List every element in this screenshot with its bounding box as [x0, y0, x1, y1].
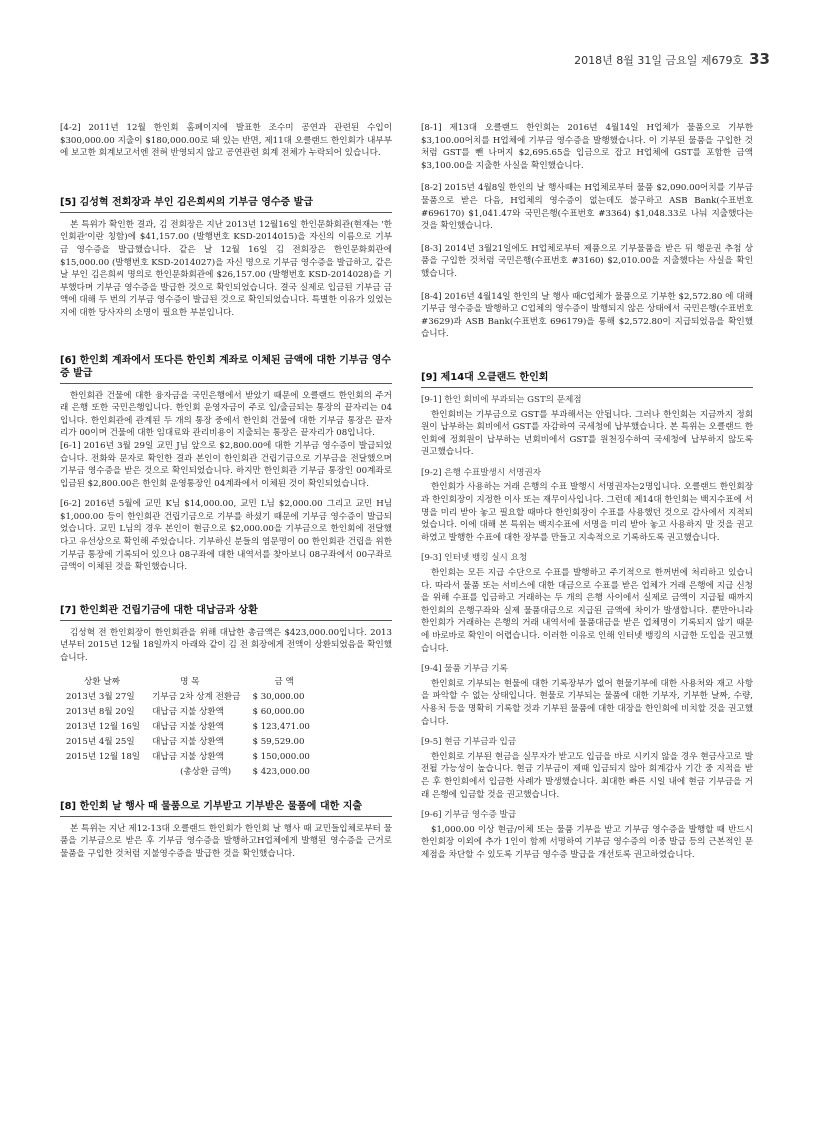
- section-5-body: 본 특위가 확인한 결과, 김 전회장은 지난 2013년 12월16일 한인문화회관(현재는 '한인회관'이란 칭함)에 $41,157.00 (발행번호 KSD-2014015)을 자신의 이름으로 기부금 영수증을 발급했습니다. 같은 날 12월 16일 김 전회장은 한인문화회관에 $15,000.00 (발행번호 KSD-2014027)을 자신 명으로 기부금 영수증을 발급하고, 같은 날 부인 김은희씨 명의로 한인문화회관에 $26,157.00 (발행번호 KSD-2014028)을 기부했다며 기부금 영수증을 발급한 것으로 확인되었습니다. 결국 실제로 입금된 기부금 금액에 대해 두 번의 기부금 영수증이 발급된 것으로 확인되었습니다. 특별한 이유가 있었는지에 대한 당사자의 소명이 필요한 부분입니다.: [60, 219, 392, 318]
- section-8-body: 본 특위는 지난 제12-13대 오클랜드 한인회가 한인회 날 행사 때 교민들입체로부터 물품을 기부금으로 받은 후 기부금 영수증을 발행하고H업체에게 발행된 영수증을 근거로 물품을 구입한 것처럼 지불영수증을 발급한 것을 확인했습니다.: [60, 823, 392, 859]
- paragraph-4-2: [4-2] 2011년 12월 한인회 홈페이지에 발표한 조수미 공연과 관련된 수입이 $300,000.00 지출이 $180,000.00로 돼 있는 반면, 제11대 오클랜드 한인회가 내부부에 보고한 회계보고서엔 전혀 반영되지 않고 공연관련 회계 전체가 누락되어 있습니다.: [60, 123, 392, 159]
- subsection-9-1-body: 한인회비는 기부금으로 GST를 부과해서는 안됩니다. 그러나 한인회는 지금까지 정회원이 납부하는 회비에서 GST를 자감하여 국세청에 납부했습니다. 본 특위는 오클랜드 한인회에 정회원이 납부하는 년회비에서 GST를 원천징수하여 국세청에 납부하지 않도록 권고했습니다.: [421, 409, 753, 458]
- table-cell-item: 기부금 2차 상계 전환금: [152, 691, 241, 702]
- page-number: 33: [749, 50, 770, 68]
- left-column: [60, 122, 392, 868]
- section-6-body: 한인회관 건물에 대한 융자금을 국민은행에서 받았기 때문에 오클랜드 한인회의 주거래 은행 또한 국민은행입니다. 한인회 운영자금이 주로 입/출금되는 통장의 끝자리는 04입니다. 한인회관에 관계된 두 개의 통장 중에서 한인회 건물에 대한 기부금 통장은 끝자리가 00이며 건물에 대한 임대료와 관리비용이 지출되는 통장은 끝자리가 08입니다.: [60, 390, 392, 439]
- table-cell-amount: $ 30,000.00: [252, 691, 305, 702]
- subsection-9-5-body: 한인회로 기부된 현금을 실무자가 받고도 입금을 바로 시키지 않을 경우 현금사고로 발전될 가능성이 높습니다. 현금 기부금이 제때 입금되지 않아 회계감사 기간 중 지적을 받은 후 한인회에서 입금한 사례가 발생했습니다. 최대한 빠른 시일 내에 현금 기부금을 거래 은행에 입금할 것을 권고했습니다.: [421, 751, 753, 800]
- table-cell-date: [60, 765, 146, 780]
- table-row: [60, 690, 316, 705]
- table-cell-item: 대납금 지불 상환액: [152, 751, 224, 762]
- subsection-9-1-title: [9-1] 한인 회비에 부과되는 GST의 문제점: [421, 394, 582, 405]
- table-header-row: [60, 675, 316, 690]
- header-date-issue: 2018년 8월 31일 금요일 제679호: [574, 54, 744, 67]
- table-cell-amount: $ 59,529.00: [252, 736, 305, 747]
- subsection-9-5-title: [9-5] 현금 기부금과 입금: [421, 737, 517, 748]
- table-header-date: 상환 날짜: [84, 676, 120, 687]
- subsection-9-2-body: 한인회가 사용하는 거래 은행의 수표 발행시 서명권자는2명입니다. 오클랜드 한인회장과 한인회장이 지정한 이사 또는 재무이사입니다. 그런데 제14대 한인회는 백지수표에 서명을 미리 받아 놓고 필요할 때마다 한인회장이 수표를 사용했던 것으로 감사에서 지적되었습니다. 이에 대해 본 특위는 백지수표에 서명을 미리 받아 놓고 사용하지 말 것을 권고하였고 발행한 수표에 대한 장부를 만들고 지속적으로 기록하도록 권고했습니다.: [421, 482, 753, 543]
- table-cell-total-amount: $ 423,000.00: [252, 766, 310, 777]
- table-cell-date: 2013년 3월 27일: [66, 691, 135, 702]
- section-8-title: [8] 한인회 날 행사 때 물품으로 기부받고 기부받은 물품에 대한 지출: [60, 800, 392, 817]
- table-cell-item: 대납금 지불 상환액: [152, 721, 224, 732]
- table-cell-amount: $ 150,000.00: [252, 751, 310, 762]
- subsection-9-4-body: 한인회로 기부되는 현물에 대한 기록장부가 없어 현물기부에 대한 사용처와 재고 사항을 파악할 수 없는 상태입니다. 현물로 기부되는 물품에 대한 기부자, 기부한 날짜, 수량, 사용처 등을 명확히 기록할 것과 기부된 물품에 대한 대장을 한인회에 비치할 것을 권고했습니다.: [421, 678, 753, 727]
- section-9-title: [9] 제14대 오클랜드 한인회: [421, 371, 753, 388]
- subsection-9-6-body: $1,000.00 이상 현금/이체 또는 물품 기부을 받고 기부금 영수증을 발행할 때 반드시 한인회장 이외에 추가 1인이 함께 서명하여 기부금 영수증의 이중 발급 등의 근본적인 문제점을 차단할 수 있도록 기부금 영수증 발급을 개선토록 권고하였습니다.: [421, 824, 753, 860]
- table-row: [60, 750, 316, 765]
- section-7-title: [7] 한인회관 건립기금에 대한 대납금과 상환: [60, 604, 392, 621]
- subsection-9-4-title: [9-4] 물품 기부금 기록: [421, 664, 508, 675]
- table-cell-amount: $ 60,000.00: [252, 706, 305, 717]
- table-total-row: [60, 765, 316, 780]
- table-cell-date: 2013년 8월 20일: [66, 706, 135, 717]
- paragraph-8-1: [8-1] 제13대 오클랜드 한인회는 2016년 4월14일 H업체가 물품으로 기부한 $3,100.00어치를 H업체에 기부금 영수증을 발행했습니다. 이 기부된 물품을 구입한 것처럼 GST를 뺀 나머지 $2,695.65을 입금으로 잡고 H업체에 GST를 포함한 금액 $3,100.00을 지출한 사실을 확인했습니다.: [421, 123, 753, 171]
- section-5-title: [5] 김성혁 전회장과 부인 김은희씨의 기부금 영수증 발급: [60, 196, 392, 213]
- table-row: [60, 705, 316, 720]
- table-row: [60, 735, 316, 750]
- paragraph-8-4: [8-4] 2016년 4월14일 한인의 날 행사 때C업체가 물품으로 기부한 $2,572.80 에 대해 기부금 영수증을 발행하고 C업체의 영수증이 발행되지 않은 상태에서 국민은행(수표번호 #3629)과 ASB Bank(수표번호 696179)을 통해 $2,572.80이 지급되었음을 확인했습니다.: [421, 291, 753, 340]
- subsection-9-2-title: [9-2] 은행 수표발생시 서명권자: [421, 467, 542, 478]
- subsection-9-3-title: [9-3] 인터넷 뱅킹 실시 요청: [421, 553, 528, 564]
- paragraph-8-2: [8-2] 2015년 4월8일 한인의 날 행사때는 H업체로부터 물품 $2,090.00어치를 기부금 물품으로 받은 다음, H업체의 영수증이 없는데도 불구하고 ASB Bank(수표번호 #696170) $1,041.47와 국민은행(수표번호 #3364) $1,048.33로 나눠 지출했다는 것을 확인했습니다.: [421, 183, 753, 232]
- table-cell-date: 2015년 4월 25일: [66, 736, 135, 747]
- table-cell-item: 대납금 지불 상환액: [152, 736, 224, 747]
- paragraph-6-1: [6-1] 2016년 3월 29일 교민 J님 앞으로 $2,800.00에 대한 기부금 영수증이 발급되었습니다. 전화와 문자로 확인한 결과 본인이 한인회관 건립기금으로 기부금을 전달했으며 기부금 영수증을 받은 것으로 확인되었습니다. 하지만 한인회관 기부금 통장인 00계좌로 입금된 $2,800.00은 한인회 운영통장인 04계좌에서 이체된 것이 확인되었습니다.: [60, 440, 392, 489]
- paragraph-8-3: [8-3] 2014년 3월21일에도 H업체로부터 제품으로 기부물품을 받은 뒤 행운권 추첨 상품을 구입한 것처럼 국민은행(수표번호 #3160) $2,010.00을 지출했다는 사실을 확인했습니다.: [421, 243, 753, 279]
- subsection-9-6-title: [9-6] 기부금 영수증 발급: [421, 810, 517, 821]
- table-cell-amount: $ 123,471.00: [252, 721, 310, 732]
- table-cell-date: 2015년 12월 18일: [66, 751, 141, 762]
- table-header-item: 명 목: [180, 676, 200, 687]
- table-cell-total-label: (총상환 금액): [180, 766, 232, 777]
- table-cell-date: 2013년 12월 16일: [66, 721, 141, 732]
- section-7-body: 김성혁 전 한인회장이 한인회관을 위해 대납한 총금액은 $423,000.00입니다. 2013년부터 2015년 12월 18일까지 아래와 같이 김 전 회장에게 전액이 상환되었음을 확인했습니다.: [60, 627, 392, 664]
- table-cell-item: 대납금 지불 상환액: [152, 706, 224, 717]
- table-row: [60, 720, 316, 735]
- subsection-9-3-body: 한인회는 모든 지급 수단으로 수표를 발행하고 주기적으로 한꺼번에 처리하고 있습니다. 따라서 물품 또는 서비스에 대한 대금으로 수표를 받은 업체가 거래 은행에 지급 신청을 위해 수표를 입금하고 거래하는 두 개의 은행 사이에서 실제로 금액이 지급될 때까지 한인회의 은행구좌와 실제 물품대금으로 지급된 금액에 차이가 발생합니다. 뿐만아니라 한인회가 거래하는 은행의 거래 내역서에 물품대금을 받은 업체명이 기록되지 않기 때문에 바로바로 확인이 어렵습니다. 이러한 이유로 인해 인터넷 뱅킹의 시급한 도입을 권고했습니다.: [421, 568, 753, 654]
- repayment-table: [60, 675, 316, 780]
- paragraph-6-2: [6-2] 2016년 5월에 교민 K님 $14,000.00, 교민 L님 $2,000.00 그리고 교민 H님 $1,000.00 등이 한인회관 건립기금으로 기부를 하셨기 때문에 기부금 영수증이 발급되었습니다. 교민 L님의 경우 본인이 현금으로 $2,000.00을 기부금으로 한인회에 전달했다고 유선상으로 확인해 주었습니다. 기부하신 분들의 염문명이 00 한인회관 건립을 위한 기부금 통장에 기록되어 있으나 08구좌에 대한 내역서를 찾아보니 08구좌에서 00구좌로 금액이 이체된 것을 확인했습니다.: [60, 499, 392, 573]
- page-header: [574, 50, 770, 68]
- section-6-title: [6] 한인회 계좌에서 또다른 한인회 계좌로 이체된 금액에 대한 기부금 영수증 발급: [60, 354, 392, 384]
- right-column: [421, 122, 753, 870]
- table-header-amount: 금 액: [274, 676, 294, 687]
